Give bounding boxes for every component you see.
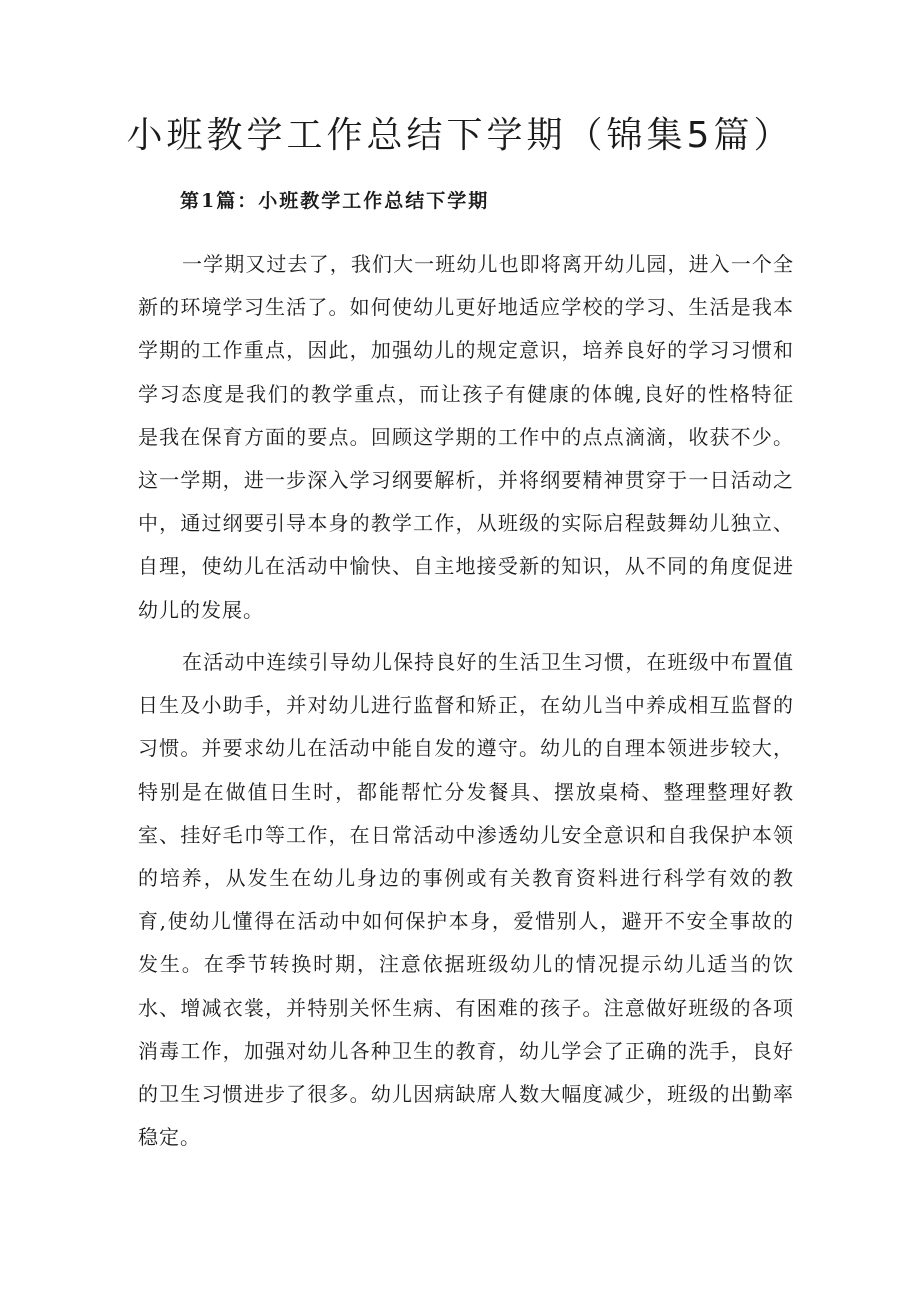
body-paragraph: 一学期又过去了，我们大一班幼儿也即将离开幼儿园，进入一个全新的环境学习生活了。如何使幼儿更好地适应学校的学习、生活是我本学期的工作重点，因此，加强幼儿的规定意识，培养良好的学习习惯和学习态度是我们的教学重点，而让孩子有健康的体魄,良好的性格特征是我在保育方面的要点。回顾这学期的工作中的点点滴滴，收获不少。这一学期，进一步深入学习纲要解析，并将纲要精神贯穿于一日活动之中，通过纲要引导本身的教学工作，从班级的实际启程鼓舞幼儿独立、自理，使幼儿在活动中愉快、自主地接受新的知识，从不同的角度促进幼儿的发展。 — [138, 252, 794, 622]
document-title: 小班教学工作总结下学期（锦集5篇） — [126, 115, 794, 156]
body-paragraph: 在活动中连续引导幼儿保持良好的生活卫生习惯，在班级中布置值日生及小助手，并对幼儿进行监督和矫正，在幼儿当中养成相互监督的习惯。并要求幼儿在活动中能自发的遵守。幼儿的自理本领进步较大，特别是在做值日生时，都能帮忙分发餐具、摆放桌椅、整理整理好教室、挂好毛巾等工作，在日常活动中渗透幼儿安全意识和自我保护本领的培养，从发生在幼儿身边的事例或有关教育资料进行科学有效的教育,使幼儿懂得在活动中如何保护本身，爱惜别人，避开不安全事故的发生。在季节转换时期，注意依据班级幼儿的情况提示幼儿适当的饮水、增减衣裳，并特别关怀生病、有困难的孩子。注意做好班级的各项消毒工作，加强对幼儿各种卫生的教育，幼儿学会了正确的洗手，良好的卫生习惯进步了很多。幼儿因病缺席人数大幅度减少，班级的出勤率稳定。 — [138, 650, 794, 1150]
section-heading: 第1篇：小班教学工作总结下学期 — [180, 190, 490, 212]
